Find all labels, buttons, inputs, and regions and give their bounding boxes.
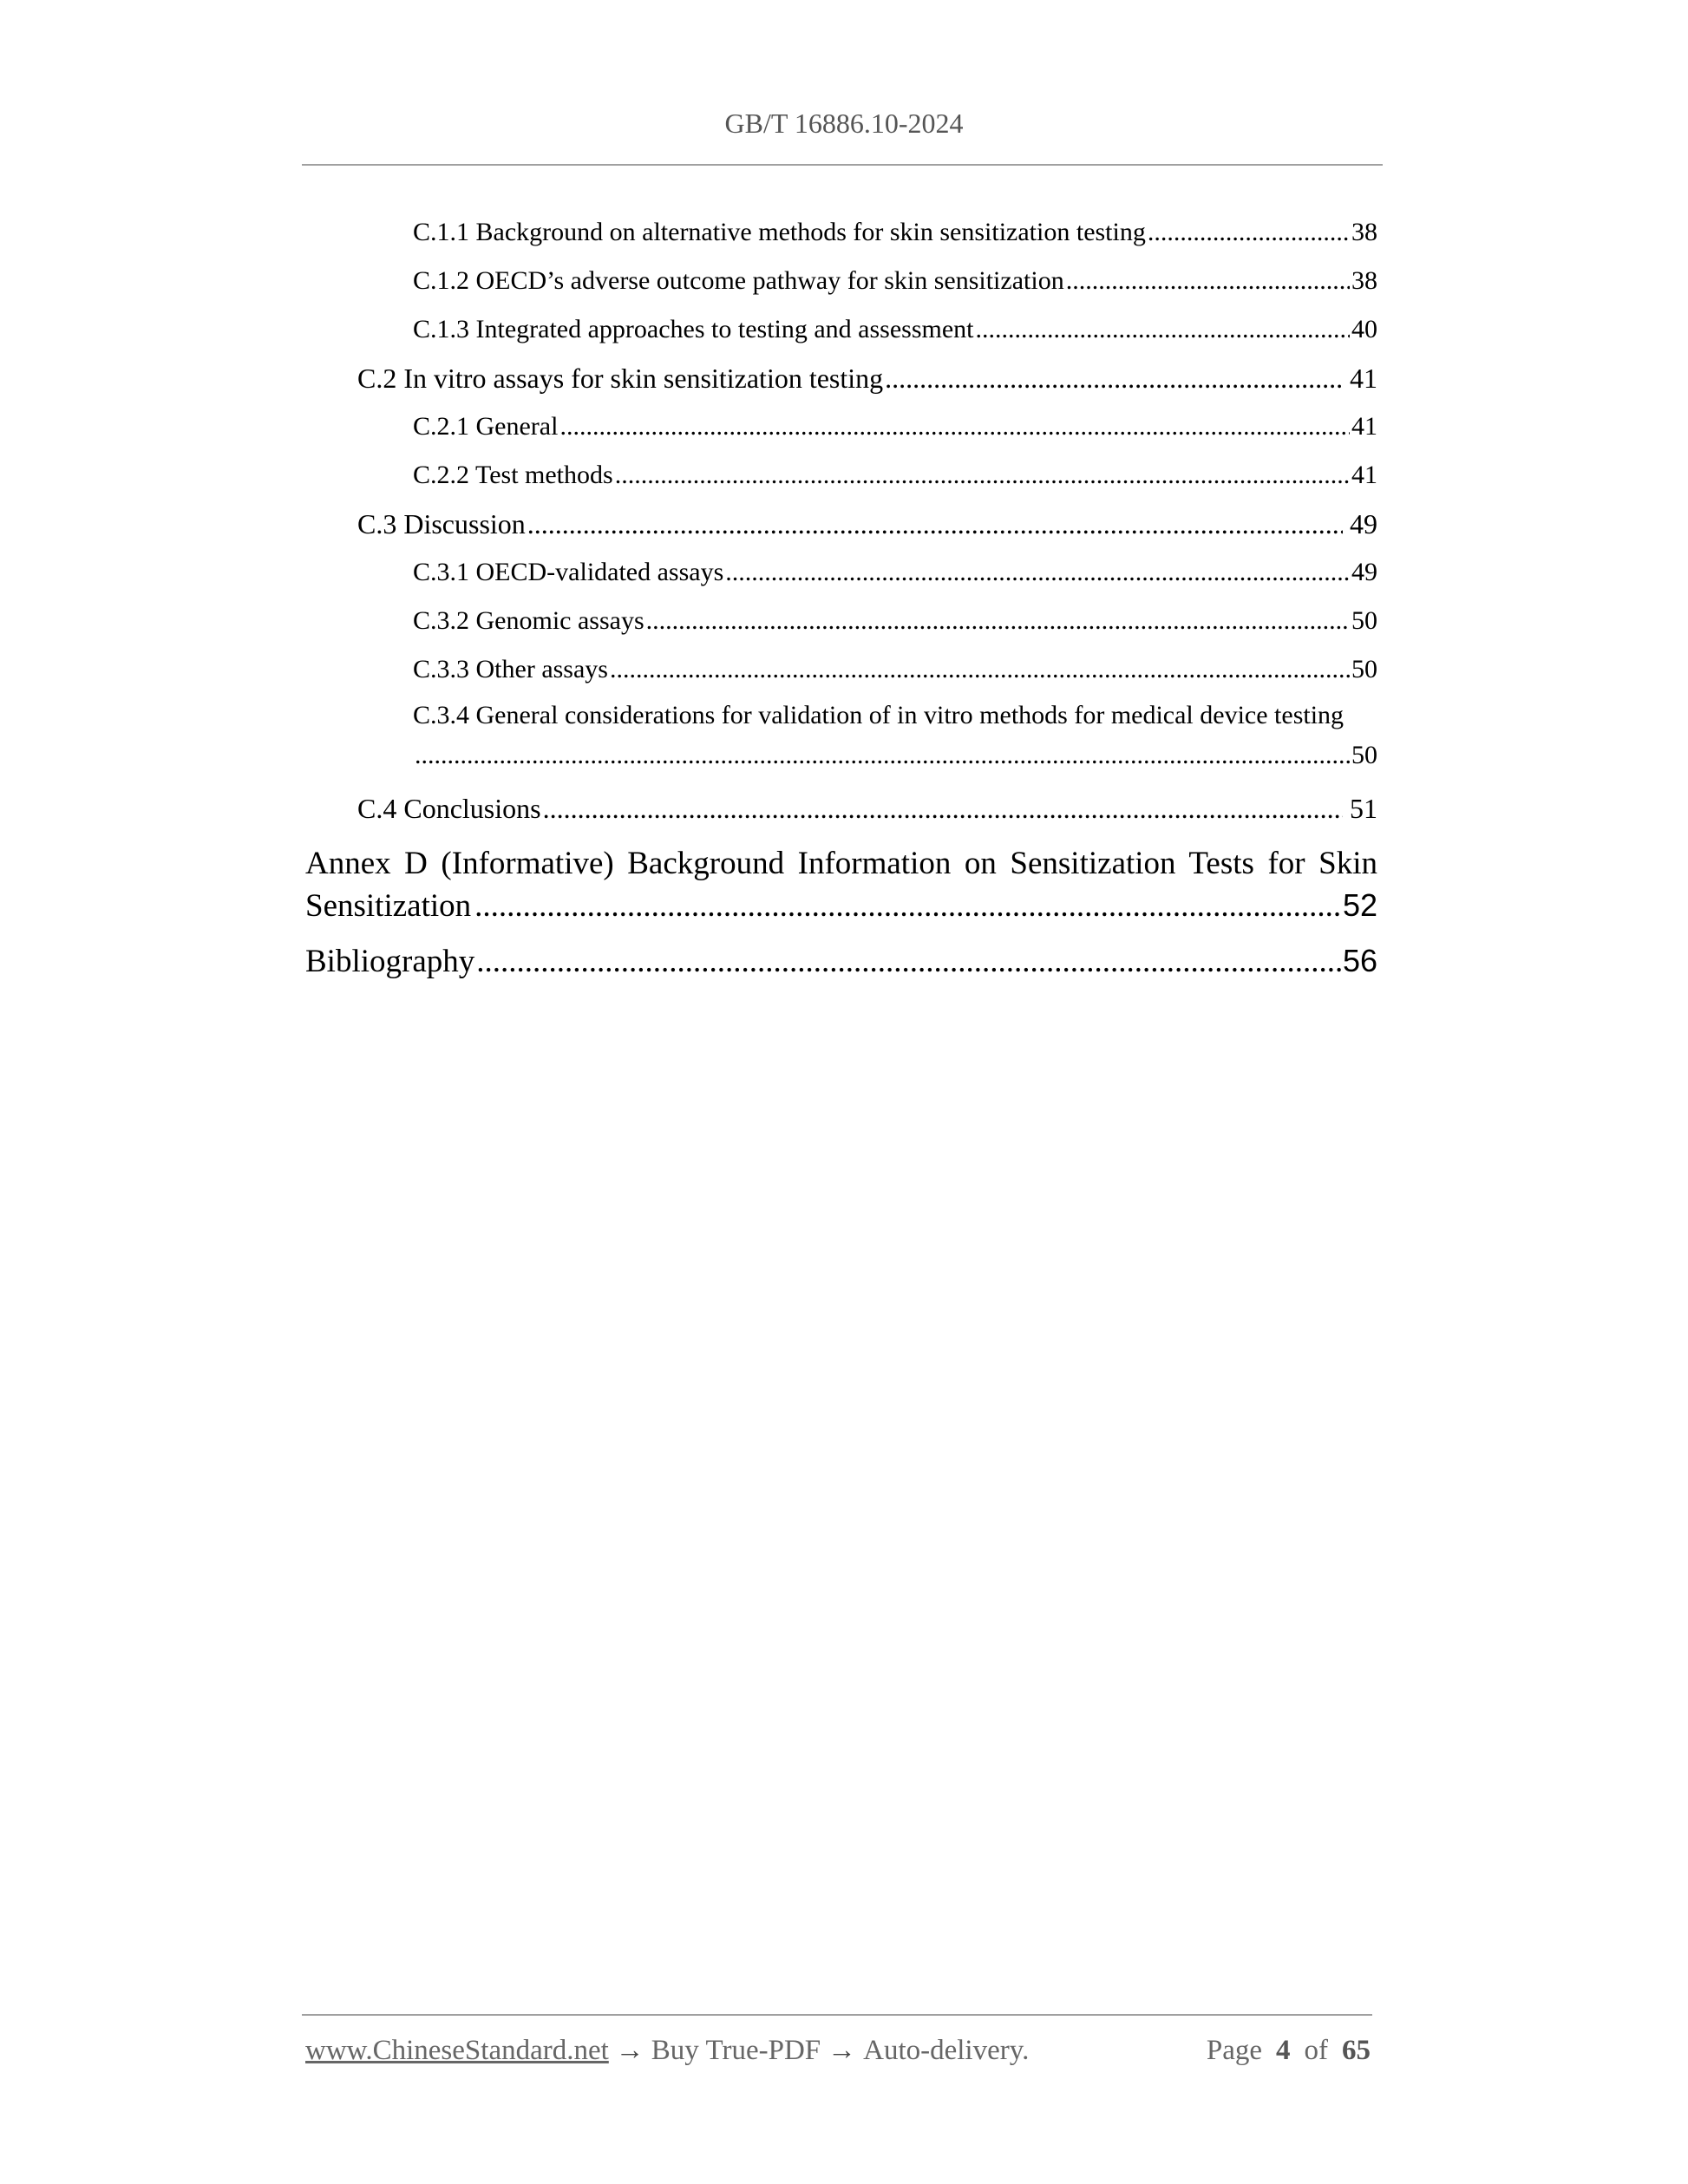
toc-entry-label: Bibliography — [305, 944, 475, 979]
toc-entry[interactable] — [305, 500, 1377, 548]
toc-entry[interactable] — [305, 305, 1377, 354]
toc-entry-page: 41 — [1351, 461, 1377, 489]
toc-entry-label: C.2.2 Test methods — [413, 461, 613, 489]
toc-entry-annex-d[interactable] — [305, 843, 1377, 928]
toc-leader-dots — [415, 736, 1350, 775]
toc-entry[interactable] — [305, 354, 1377, 402]
toc-leader-dots — [543, 784, 1343, 833]
website-link[interactable]: www.ChineseStandard.net — [305, 2035, 609, 2066]
buy-pdf-text: Buy True-PDF — [651, 2035, 821, 2066]
annex-d-title-continued: Sensitization — [305, 888, 472, 924]
toc-entry[interactable] — [305, 597, 1377, 645]
toc-leader-dots — [1066, 257, 1350, 305]
toc-leader-dots — [885, 354, 1343, 402]
page-counter — [1207, 2035, 1371, 2067]
toc-entry-page: 50 — [1351, 741, 1377, 769]
toc-entry[interactable] — [305, 208, 1377, 257]
document-code-header: GB/T 16886.10-2024 — [724, 108, 964, 139]
toc-entry-label: C.1.3 Integrated approaches to testing and assessment — [413, 315, 974, 343]
page-footer — [305, 2035, 1371, 2073]
toc-entry-page: 50 — [1351, 655, 1377, 683]
toc-entry-page: 49 — [1350, 508, 1377, 539]
toc-entry-label: C.4 Conclusions — [357, 793, 541, 824]
arrow-right-icon: → — [615, 2035, 644, 2066]
toc-leader-dots — [559, 402, 1350, 451]
toc-entry-page: 52 — [1342, 887, 1377, 923]
toc-entry-label: C.2.1 General — [413, 412, 559, 441]
toc-leader-dots — [646, 597, 1350, 645]
toc-leader-dots — [615, 451, 1350, 500]
header-divider — [302, 164, 1383, 166]
toc-entry[interactable] — [305, 257, 1377, 305]
toc-entry[interactable] — [305, 645, 1377, 694]
toc-entry-page: 40 — [1351, 315, 1377, 343]
page-word: Page — [1206, 2035, 1262, 2066]
toc-entry-page: 38 — [1351, 266, 1377, 295]
toc-entry-label: C.3.3 Other assays — [413, 655, 608, 683]
toc-leader-dots — [1148, 208, 1350, 257]
toc-entry-label: C.1.1 Background on alternative methods for skin sensitization testing — [413, 218, 1146, 246]
toc-entry-label: C.3 Discussion — [357, 508, 526, 539]
arrow-right-icon: → — [828, 2035, 857, 2066]
toc-entry-label: C.3.4 General considerations for validation of in vitro methods for medical device testing — [413, 701, 1345, 729]
toc-entry[interactable] — [305, 784, 1377, 833]
toc-leader-dots — [527, 500, 1343, 548]
toc-leader-dots — [725, 548, 1350, 597]
toc-entry-page: 49 — [1351, 558, 1377, 586]
toc-entry-label: C.1.2 OECD’s adverse outcome pathway for skin sensitization — [413, 266, 1064, 295]
of-word: of — [1304, 2035, 1328, 2066]
toc-entry[interactable] — [305, 402, 1377, 451]
toc-entry-label: C.3.1 OECD-validated assays — [413, 558, 724, 586]
annex-d-title: Annex D (Informative) Background Information on Sensitization Tests for Skin — [305, 846, 1377, 881]
toc-entry-bibliography[interactable] — [305, 935, 1377, 987]
toc-entry-page: 50 — [1351, 606, 1377, 635]
toc-entry[interactable] — [305, 451, 1377, 500]
footer-divider — [302, 2014, 1372, 2016]
toc-leader-dots — [976, 305, 1351, 354]
toc-entry-page: 41 — [1351, 412, 1377, 441]
toc-entry-page: 51 — [1350, 793, 1377, 824]
current-page-number: 4 — [1276, 2035, 1291, 2066]
table-of-contents — [305, 208, 1377, 987]
auto-delivery-text: Auto-delivery. — [863, 2035, 1030, 2066]
toc-entry[interactable] — [305, 548, 1377, 597]
footer-promo — [305, 2035, 1029, 2067]
toc-entry-label: C.3.2 Genomic assays — [413, 606, 644, 635]
toc-entry-page: 41 — [1350, 363, 1377, 394]
toc-entry-label: C.2 In vitro assays for skin sensitization testing — [357, 363, 884, 394]
toc-entry[interactable] — [305, 696, 1377, 784]
toc-entry-page: 56 — [1342, 943, 1377, 978]
toc-leader-dots — [476, 936, 1341, 988]
total-page-count: 65 — [1342, 2035, 1371, 2066]
toc-entry-page: 38 — [1351, 218, 1377, 246]
toc-leader-dots — [474, 886, 1339, 927]
toc-leader-dots — [610, 645, 1350, 694]
